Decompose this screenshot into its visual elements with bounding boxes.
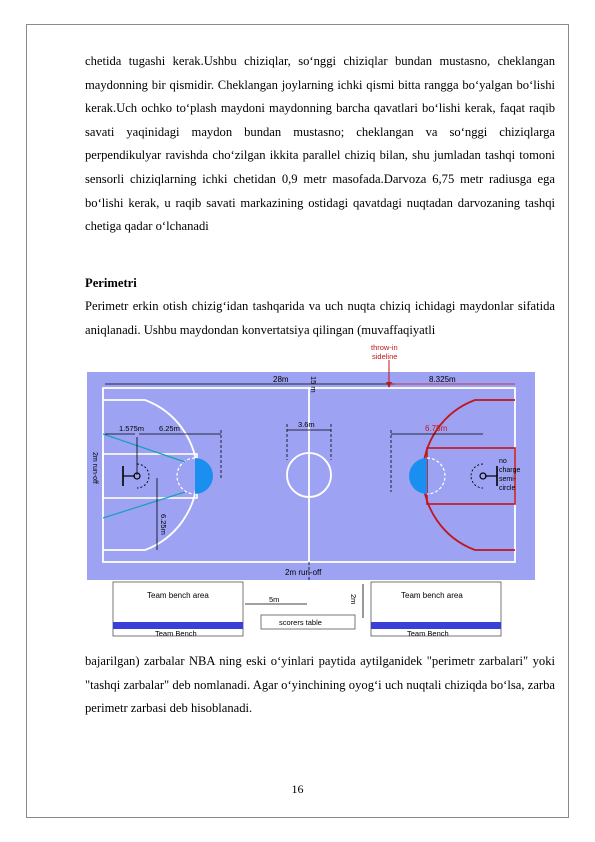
label-bench-left: Team Bench bbox=[155, 629, 197, 638]
label-no: no bbox=[499, 458, 507, 465]
label-bench-area-left: Team bench area bbox=[147, 591, 209, 600]
label-charge: charge bbox=[499, 467, 521, 474]
paragraph-restricted-area: chetida tugashi kerak.Ushbu chiziqlar, so‘nggi chiziqlar bundan mustasno, cheklangan maydonning bir qismidir. Cheklangan joylarning ichki qismi bitta rangga bo‘yalgan bo‘lishi kerak.Uch ochko to‘plash maydoni maydonning barcha qavatlari bo‘lishi kerak, faqat raqib savati yaqinidagi maydon bundan mustasno; cheklangan va so‘nggi chiziqlarga perpendikulyar ravishda cho‘zilgan ikkita parallel chiziq bilan, shu jumladan tashqi tomoni sensorli chiziqlarning ichki chetidan 0,9 metr masofada.Darvoza 6,75 metr radiusga ega bo‘lishi kerak, u raqib savati markazining ostidagi qavatdagi nuqtadan darvozaning tashqi chetiga qadar o‘lchanadi bbox=[85, 54, 555, 234]
label-semi: semi- bbox=[499, 476, 517, 483]
label-5m: 5m bbox=[269, 595, 280, 604]
label-bench-right: Team Bench bbox=[407, 629, 449, 638]
bench-right-bar bbox=[371, 622, 501, 629]
paragraph-perimeter-intro: Perimetr erkin otish chizig‘idan tashqarida va uch nuqta chiziq ichidagi maydonlar sifatida aniqlanadi. Ushbu maydondan konvertatsiya qilingan (muvaffaqiyatli bbox=[85, 299, 555, 337]
label-scorers-table: scorers table bbox=[279, 618, 322, 627]
paragraph-perimeter-shots: bajarilgan) zarbalar NBA ning eski o‘yinlari paytida aytilganidek "perimetr zarbalari" yoki "tashqi zarbalar" deb nomlanadi. Agar o‘yinchining oyog‘i uch nuqtali chiziqda bo‘lsa, zarba perimetr zarbasi deb hisoblanadi. bbox=[85, 654, 555, 716]
basketball-court-diagram bbox=[85, 342, 537, 642]
label-bench-area-right: Team bench area bbox=[401, 591, 463, 600]
label-circle: circle bbox=[499, 485, 516, 492]
label-625-vertical: 6.25m bbox=[159, 514, 168, 535]
label-runoff-side: 2m run-off bbox=[91, 452, 98, 484]
label-throw-in: throw-in bbox=[371, 343, 398, 352]
label-1575: 1.575m bbox=[119, 424, 145, 433]
label-8325: 8.325m bbox=[429, 375, 456, 384]
label-width: 15 m bbox=[309, 376, 318, 393]
label-length: 28m bbox=[273, 375, 289, 384]
label-36: 3.6m bbox=[298, 420, 315, 429]
label-sideline: sideline bbox=[372, 352, 398, 361]
label-runoff-bottom: 2m run-off bbox=[285, 568, 322, 577]
label-625: 6.25m bbox=[159, 424, 180, 433]
page-number: 16 bbox=[291, 782, 304, 796]
label-2m: 2m bbox=[349, 594, 358, 605]
label-675: 6.75m bbox=[425, 424, 448, 433]
bench-left-bar bbox=[113, 622, 243, 629]
section-heading: Perimetri bbox=[85, 276, 137, 290]
